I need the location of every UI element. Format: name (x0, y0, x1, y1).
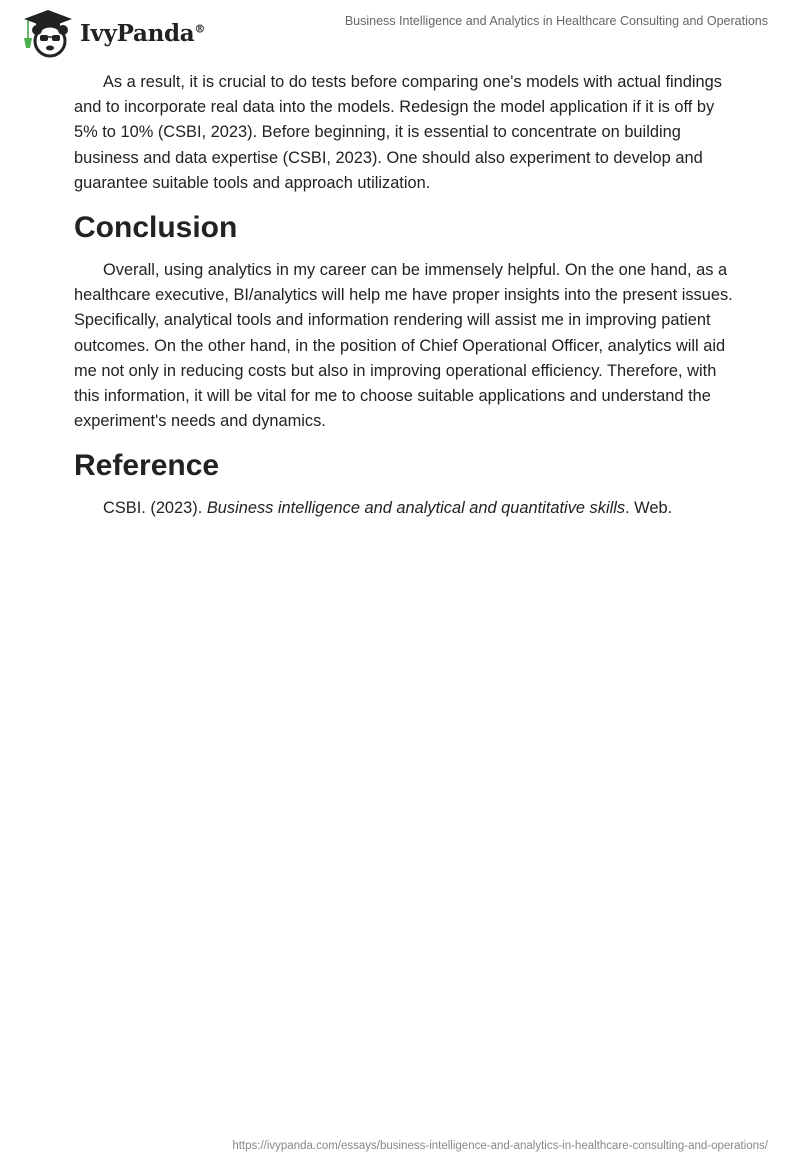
reference-author: CSBI. (2023). (103, 499, 207, 518)
logo-wordmark: IvyPanda® (80, 19, 206, 47)
document-body (74, 70, 734, 522)
reference-heading: Reference (74, 449, 220, 483)
panda-graduate-icon (22, 8, 74, 58)
reference-entry (74, 496, 734, 521)
source-url[interactable]: https://ivypanda.com/essays/business-intelligence-and-analytics-in-healthcare-consulting-and-operations/ (232, 1140, 768, 1152)
paragraph: Overall, using analytics in my career can be immensely helpful. On the one hand, as a healthcare executive, BI/analytics will help me have proper insights into the present issues. Specifically, analytical tools and information rendering will assist me in improving patient outcomes. On the other hand, in the position of Chief Operational Officer, analytics will aid me not only in reducing costs but also in improving operational efficiency. Therefore, with this information, it will be vital for me to choose suitable applications and understand the experiment's needs and dynamics. (74, 261, 733, 431)
document-title: Business Intelligence and Analytics in Healthcare Consulting and Operations (344, 14, 768, 28)
ivypanda-logo[interactable] (22, 8, 205, 58)
reference-title: Business intelligence and analytical and quantitative skills (206, 499, 626, 518)
reference-tail: . Web. (625, 499, 673, 518)
paragraph: As a result, it is crucial to do tests before comparing one's models with actual findings and to incorporate real data into the models. Redesign the model application if it is off by 5% to 10% (CSBI, 2023). Before beginning, it is essential to concentrate on building business and data expertise (CSBI, 2023). One should also experiment to develop and guarantee suitable tools and approach utilization. (74, 73, 722, 192)
conclusion-heading: Conclusion (74, 211, 238, 245)
